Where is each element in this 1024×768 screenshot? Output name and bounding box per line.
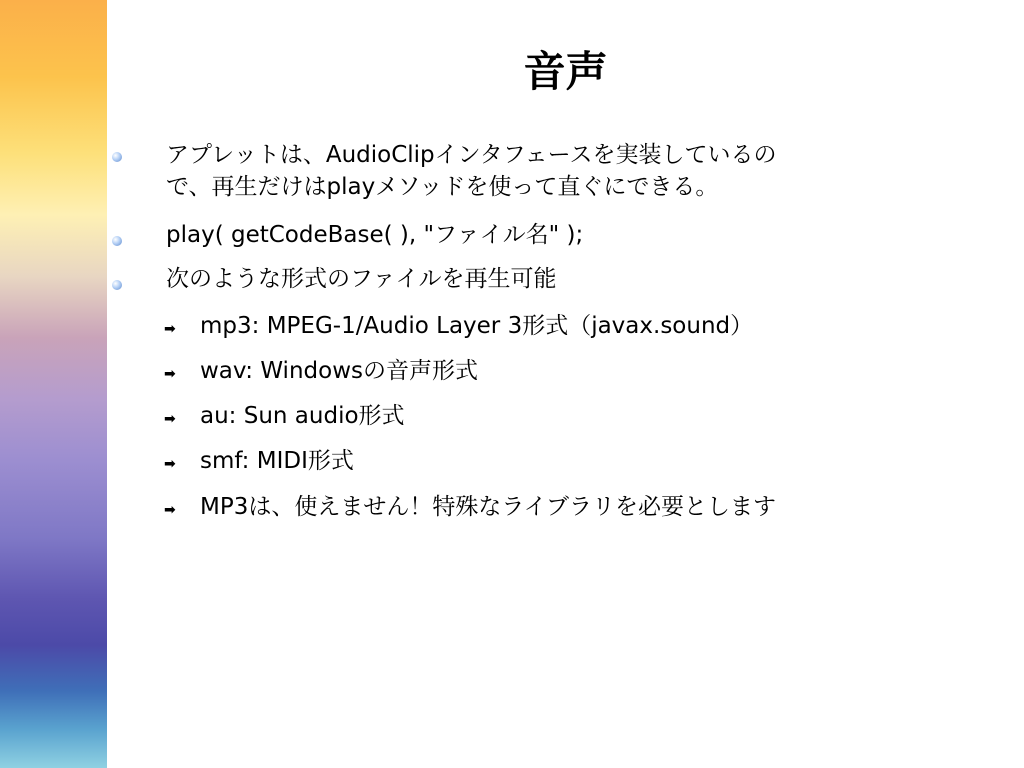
sub-bullet-5-text: MP3は、使えません！特殊なライブラリを必要とします (200, 494, 776, 520)
bullet-dot-icon (112, 236, 122, 246)
arrow-right-icon: ➡ (164, 321, 176, 337)
sub-bullet-4-text: smf: MIDI形式 (200, 448, 354, 474)
slide-title: 音声 (523, 47, 608, 96)
arrow-right-icon: ➡ (164, 366, 176, 382)
arrow-right-icon: ➡ (164, 502, 176, 518)
sub-bullet-2-text: wav: Windowsの音声形式 (200, 358, 478, 384)
arrow-right-icon: ➡ (164, 456, 176, 472)
sub-bullet-3-text: au: Sun audio形式 (200, 403, 405, 429)
sub-bullet-1-text: mp3: MPEG-1/Audio Layer 3形式（javax.sound） (200, 313, 754, 339)
bullet-2-text: play( getCodeBase( ), "ファイル名" ); (166, 222, 584, 248)
bullet-1-line-1: アプレットは、AudioClipインタフェースを実装しているの (166, 142, 777, 168)
bullet-dot-icon (112, 280, 122, 290)
bullet-dot-icon (112, 152, 122, 162)
bullet-3-text: 次のような形式のファイルを再生可能 (166, 266, 557, 292)
arrow-right-icon: ➡ (164, 411, 176, 427)
bullet-1-line-2: で、再生だけはplayメソッドを使って直ぐにできる。 (166, 174, 719, 200)
decorative-gradient-sidebar (0, 0, 107, 768)
